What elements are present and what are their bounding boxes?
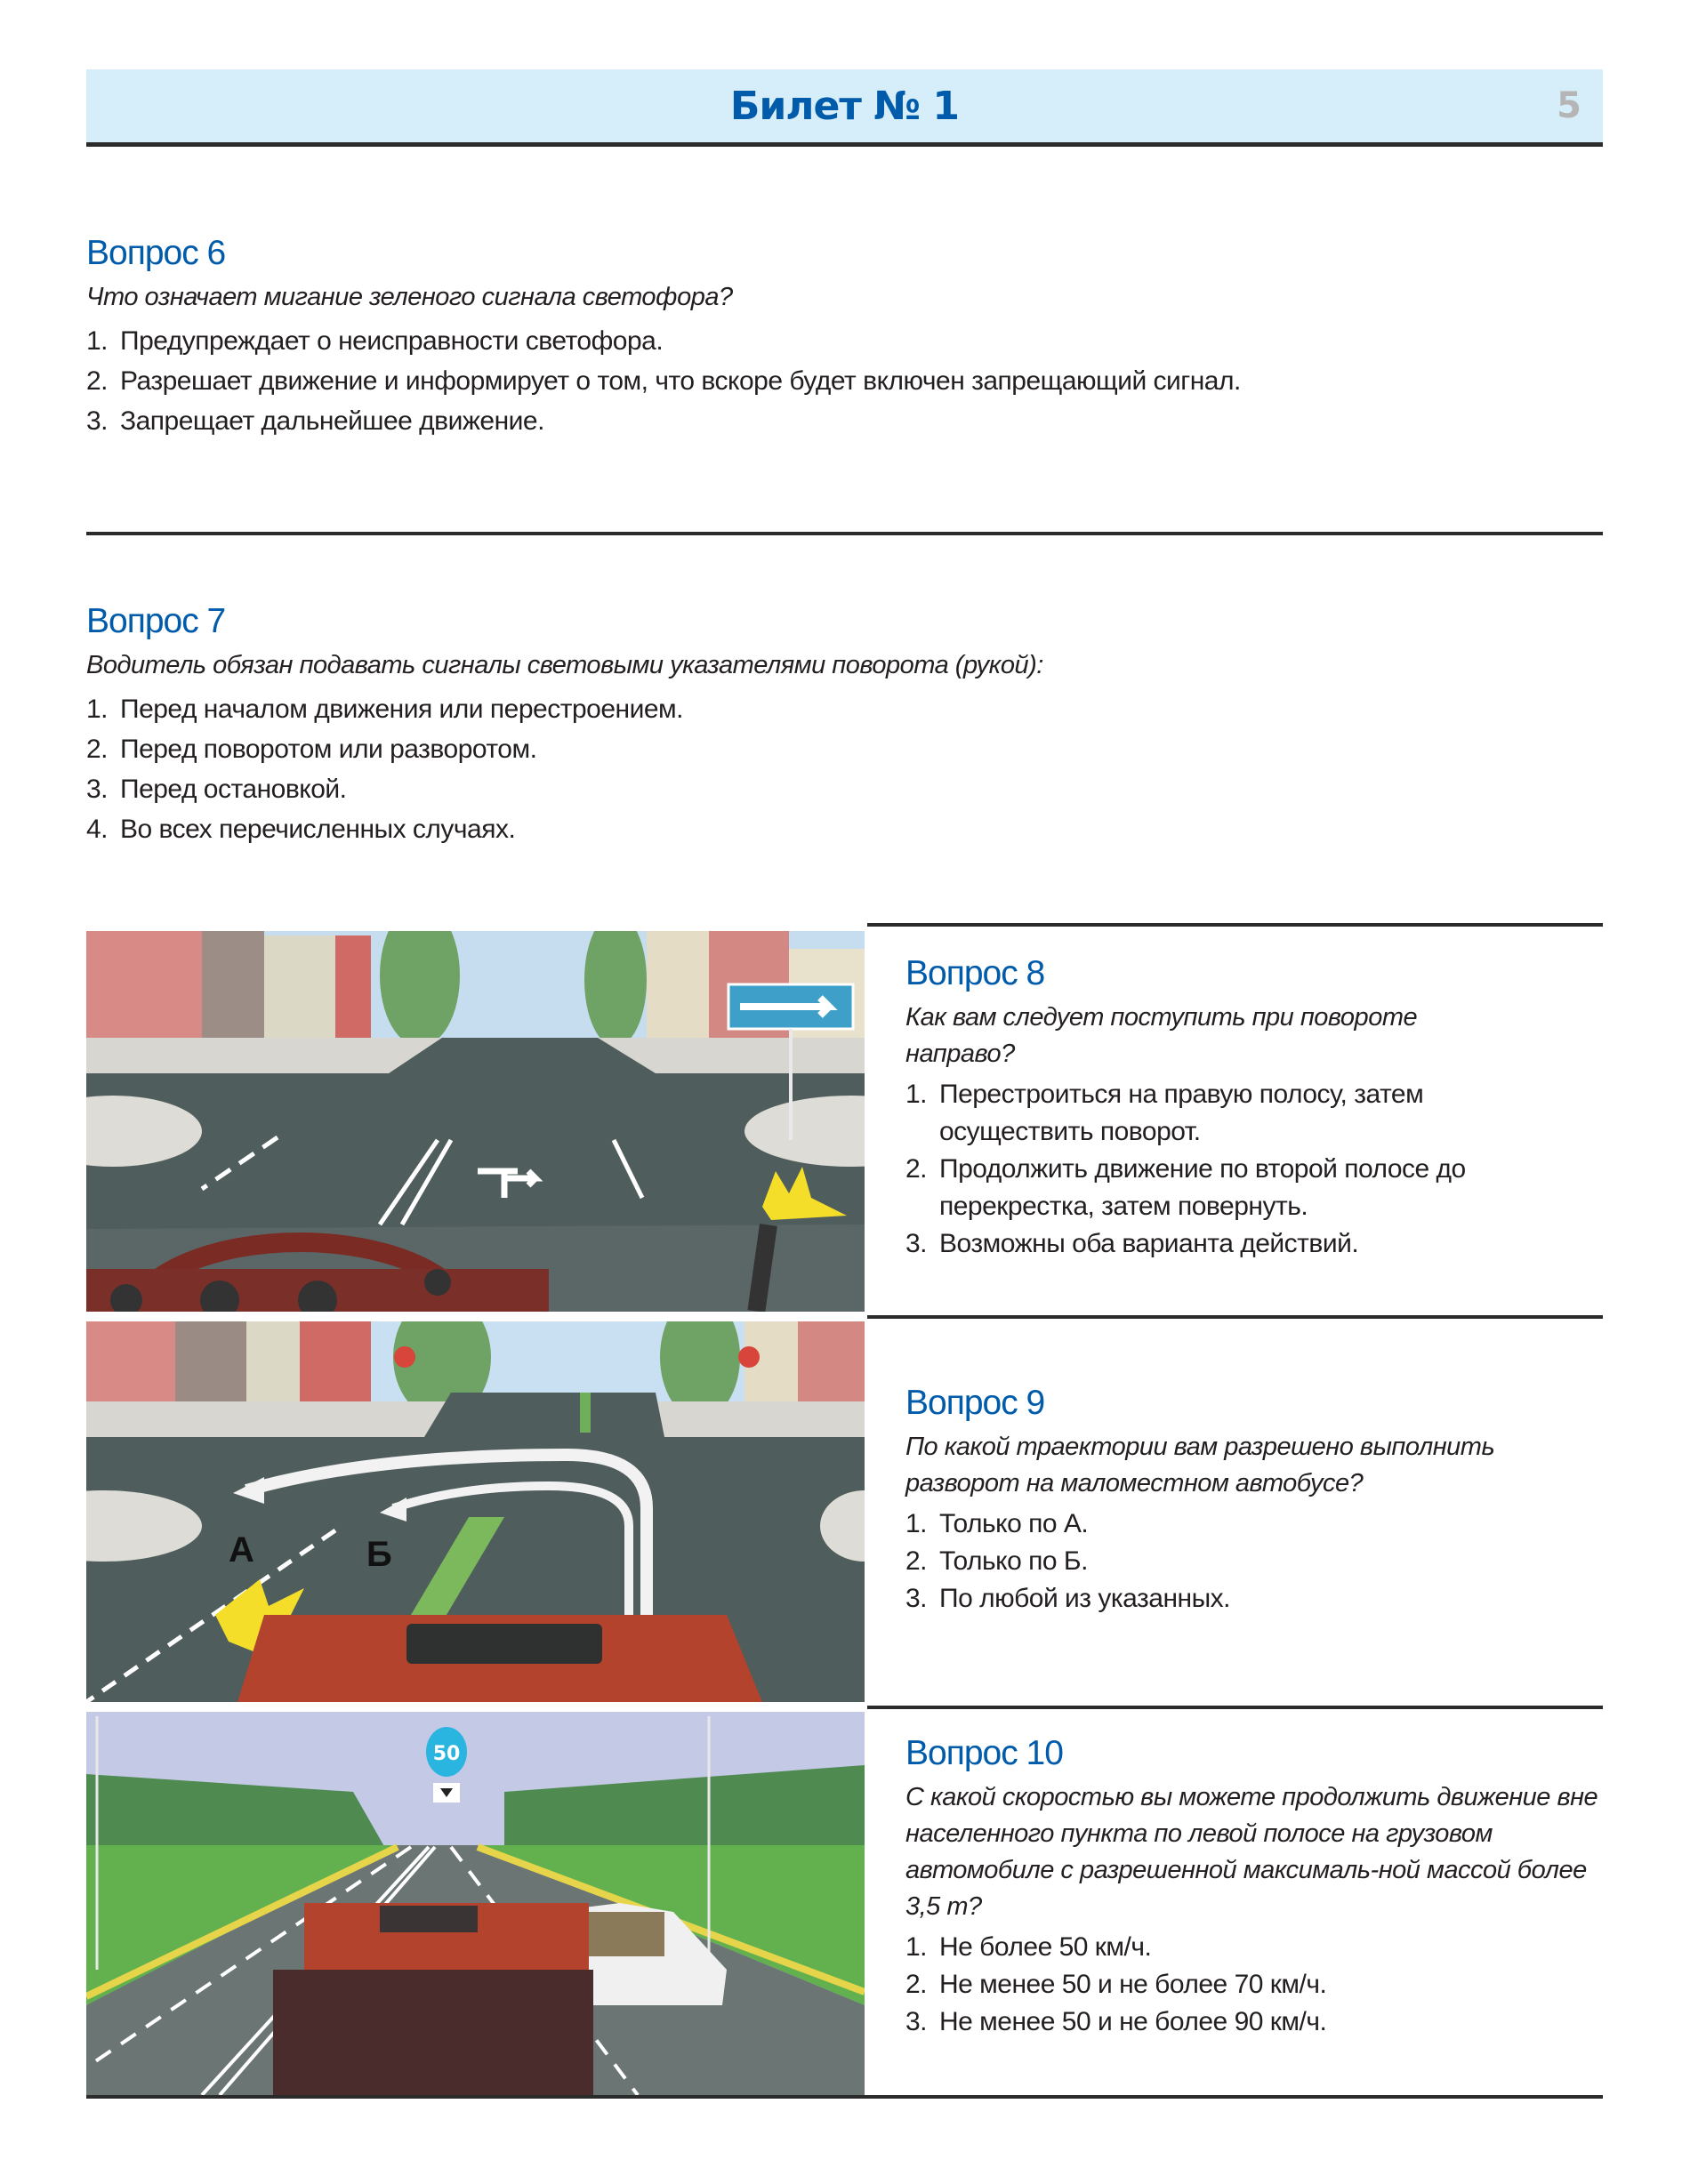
question-title: Вопрос 6 [86, 234, 226, 272]
question-10 [905, 1733, 1598, 2041]
option-number: 3. [905, 1229, 928, 1258]
page-number: 5 [1557, 85, 1581, 126]
answer-option[interactable] [86, 809, 1603, 849]
option-number: 3. [86, 775, 109, 804]
question-8 [905, 953, 1590, 1263]
question-6 [86, 233, 1603, 441]
answer-option[interactable] [86, 401, 1603, 441]
question-7 [86, 601, 1603, 849]
answer-option[interactable] [86, 689, 1603, 729]
answer-options [905, 1506, 1590, 1618]
answer-options [86, 689, 1603, 849]
answer-options [86, 321, 1603, 441]
option-number: 4. [86, 815, 109, 844]
option-number: 2. [905, 1970, 928, 1999]
option-text: Запрещает дальнейшее движение. [120, 406, 544, 436]
option-number: 1. [86, 695, 109, 724]
answer-option[interactable] [905, 1076, 1510, 1151]
option-text: По любой из указанных. [939, 1584, 1230, 1613]
ticket-title: Билет № 1 [729, 84, 960, 129]
option-text: Не менее 50 и не более 70 км/ч. [939, 1970, 1327, 1999]
min-speed-sign-value: 50 [432, 1743, 461, 1765]
page-bottom-rule [86, 2095, 1603, 2099]
road-scene-u-turn-icon [86, 1321, 865, 1702]
answer-option[interactable] [905, 1506, 1590, 1543]
option-text: Перед началом движения или перестроением. [120, 695, 683, 724]
trajectory-label-b: Б [366, 1535, 392, 1574]
option-text: Только по Б. [939, 1546, 1088, 1576]
section-divider [86, 532, 1603, 535]
option-text: Разрешает движение и информирует о том, что вскоре будет включен запрещающий сигнал. [120, 366, 1241, 396]
option-text: Не менее 50 и не более 90 км/ч. [939, 2007, 1327, 2036]
question-title: Вопрос 9 [905, 1384, 1045, 1422]
question-text: Что означает мигание зеленого сигнала светофора? [86, 283, 733, 311]
section-divider [867, 923, 1603, 927]
ticket-header [86, 69, 1603, 142]
answer-option[interactable] [905, 1225, 1510, 1263]
question-text: Водитель обязан подавать сигналы световыми указателями поворота (рукой): [86, 651, 1043, 679]
option-number: 3. [905, 2007, 928, 2036]
section-divider [867, 1315, 1603, 1319]
option-text: Предупреждает о неисправности светофора. [120, 326, 664, 356]
option-number: 2. [86, 366, 109, 396]
question-title: Вопрос 8 [905, 954, 1045, 992]
option-text: Возможны оба варианта действий. [939, 1229, 1359, 1258]
option-number: 1. [905, 1080, 928, 1109]
option-text: Перед остановкой. [120, 775, 347, 804]
answer-option[interactable] [905, 1929, 1590, 1966]
option-number: 1. [905, 1509, 928, 1538]
option-number: 2. [905, 1154, 928, 1184]
section-divider [867, 1706, 1603, 1709]
header-divider [86, 142, 1603, 147]
road-scene-highway-icon [86, 1712, 865, 2095]
answer-option[interactable] [905, 1543, 1590, 1580]
option-number: 3. [86, 406, 109, 436]
road-scene-intersection-icon [86, 931, 865, 1312]
question-9-illustration [86, 1321, 865, 1702]
option-text: Не более 50 км/ч. [939, 1932, 1152, 1962]
option-number: 3. [905, 1584, 928, 1613]
question-text: Как вам следует поступить при повороте направо? [905, 1003, 1418, 1068]
question-text: По какой траектории вам разрешено выполнить разворот на маломестном автобусе? [905, 1433, 1495, 1497]
answer-option[interactable] [905, 1966, 1590, 2003]
option-number: 2. [86, 735, 109, 764]
answer-option[interactable] [86, 729, 1603, 769]
answer-option[interactable] [905, 1580, 1590, 1618]
question-10-illustration [86, 1712, 865, 2095]
question-text: С какой скоростью вы можете продолжить движение вне населенного пункта по левой полосе на грузовом автомобиле с разрешенной максималь-ной массой более 3,5 т? [905, 1783, 1598, 1921]
answer-option[interactable] [86, 361, 1603, 401]
option-text: Перестроиться на правую полосу, затем осуществить поворот. [939, 1080, 1424, 1146]
answer-option[interactable] [905, 1151, 1510, 1225]
answer-option[interactable] [86, 321, 1603, 361]
answer-options [905, 1929, 1590, 2041]
answer-option[interactable] [905, 2003, 1590, 2041]
option-text: Перед поворотом или разворотом. [120, 735, 537, 764]
answer-options [905, 1076, 1510, 1263]
option-number: 2. [905, 1546, 928, 1576]
answer-option[interactable] [86, 769, 1603, 809]
question-8-illustration [86, 931, 865, 1312]
option-number: 1. [905, 1932, 928, 1962]
question-9 [905, 1383, 1590, 1618]
option-number: 1. [86, 326, 109, 356]
question-title: Вопрос 7 [86, 602, 226, 640]
option-text: Во всех перечисленных случаях. [120, 815, 516, 844]
option-text: Продолжить движение по второй полосе до перекрестка, затем повернуть. [939, 1154, 1466, 1221]
trajectory-label-a: А [229, 1530, 254, 1570]
question-title: Вопрос 10 [905, 1734, 1063, 1772]
option-text: Только по А. [939, 1509, 1089, 1538]
